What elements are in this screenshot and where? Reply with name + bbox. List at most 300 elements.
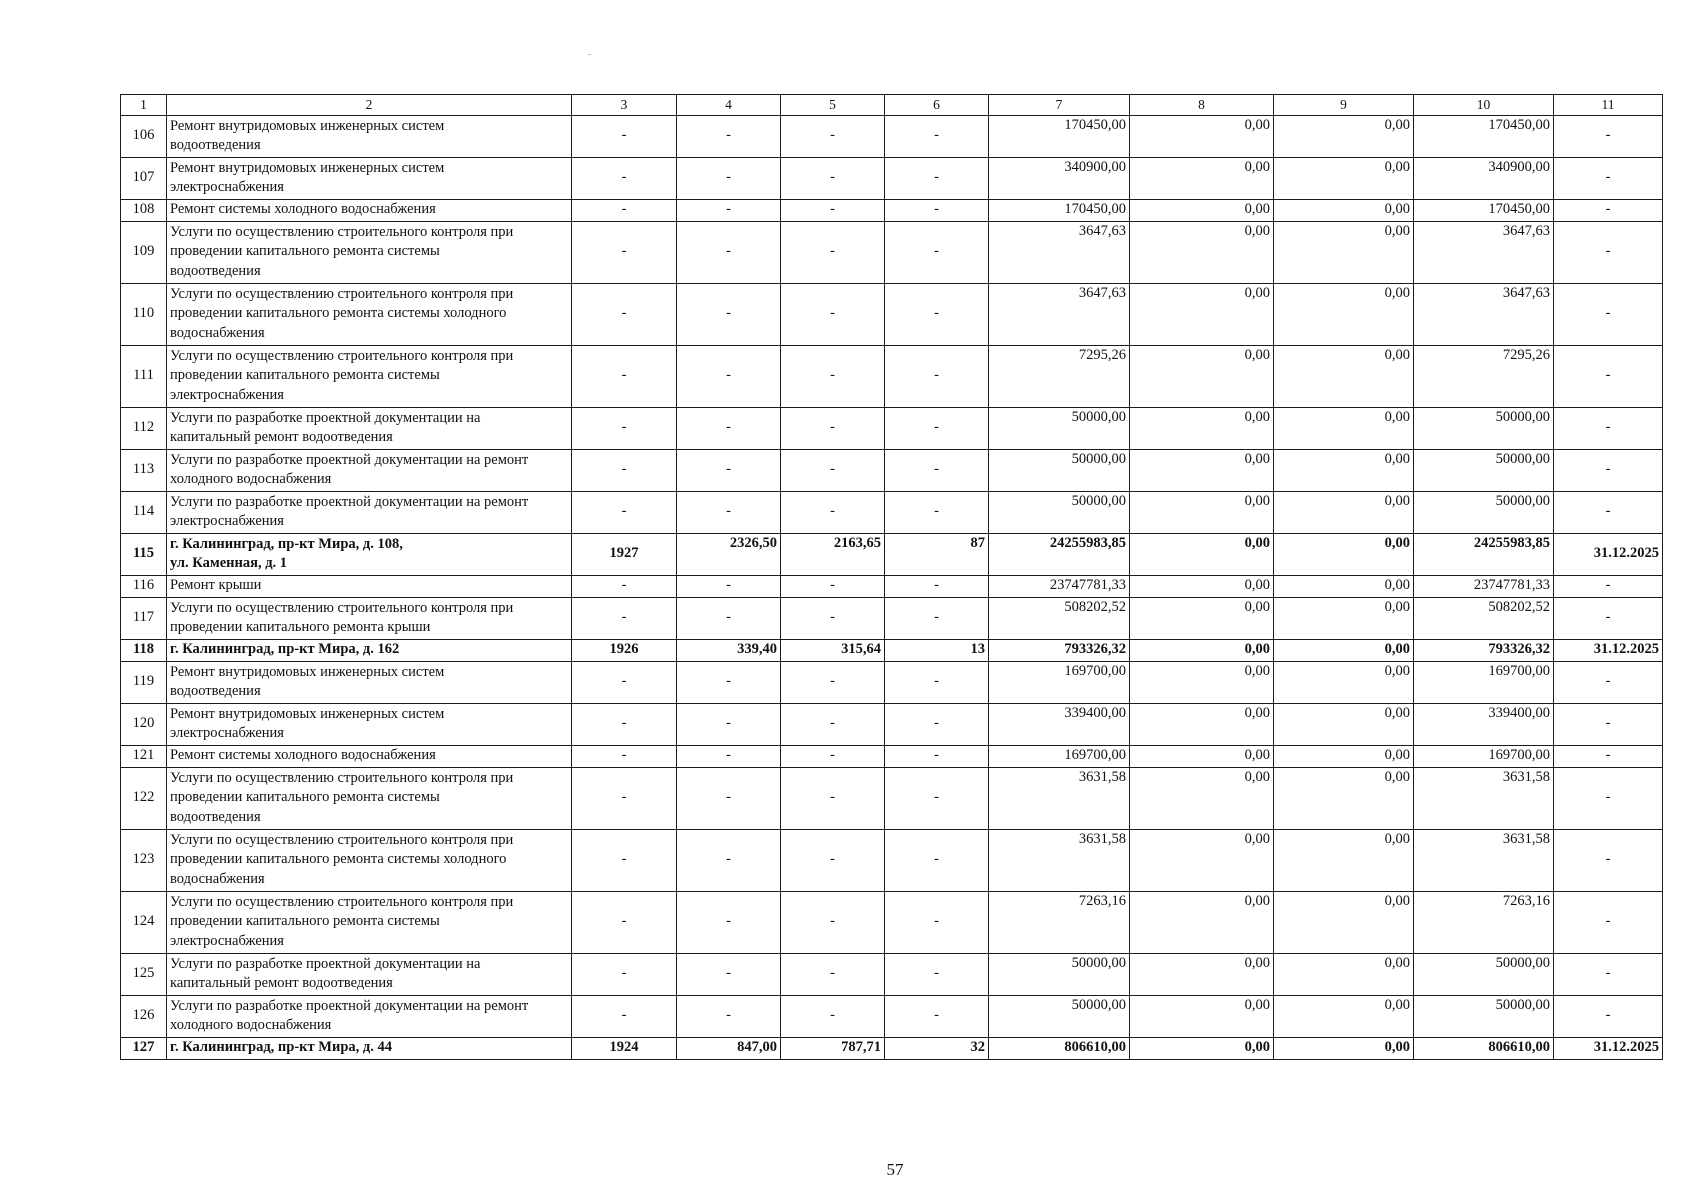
year-built: - [572,221,677,283]
total-area: - [677,995,781,1037]
total-area: - [677,767,781,829]
living-area: - [781,199,885,221]
completion-date: 31.12.2025 [1554,639,1663,661]
living-area: - [781,491,885,533]
description-line: Ремонт внутридомовых инженерных систем [170,117,445,134]
cost-col-10: 50000,00 [1414,953,1554,995]
cost-total: 3647,63 [989,221,1130,283]
row-number: 126 [121,995,167,1037]
total-area: - [677,661,781,703]
work-description [167,891,572,953]
residents-count: 13 [885,639,989,661]
year-built: - [572,995,677,1037]
residents-count: - [885,953,989,995]
completion-date: - [1554,575,1663,597]
cost-col-10: 23747781,33 [1414,575,1554,597]
row-number: 113 [121,449,167,491]
row-number: 119 [121,661,167,703]
cost-total: 50000,00 [989,953,1130,995]
cost-total: 3647,63 [989,283,1130,345]
cost-col-9: 0,00 [1274,157,1414,199]
description-line: Услуги по разработке проектной документации на [170,409,481,426]
work-description [167,221,572,283]
year-built: - [572,703,677,745]
year-built: - [572,407,677,449]
work-description [167,449,572,491]
table-row [121,199,1663,221]
description-line: Услуги по осуществлению строительного контроля при [170,347,514,364]
cost-col-10: 3647,63 [1414,221,1554,283]
living-area: - [781,767,885,829]
cost-col-10: 7295,26 [1414,345,1554,407]
living-area: 315,64 [781,639,885,661]
table-row [121,661,1663,703]
cost-col-9: 0,00 [1274,1037,1414,1059]
living-area: - [781,115,885,157]
description-line: водоотведения [170,137,261,153]
living-area: - [781,745,885,767]
completion-date: - [1554,115,1663,157]
table-row [121,407,1663,449]
description-line: Услуги по разработке проектной документации на ремонт [170,997,529,1014]
description-line: проведении капитального ремонта крыши [170,619,431,635]
cost-col-10: 3631,58 [1414,767,1554,829]
year-built: - [572,891,677,953]
work-description [167,115,572,157]
cost-col-8: 0,00 [1130,449,1274,491]
completion-date: - [1554,995,1663,1037]
description-line: проведении капитального ремонта системы [170,789,440,806]
cost-col-8: 0,00 [1130,199,1274,221]
col-header-2: 2 [167,95,572,116]
description-line: г. Калининград, пр-кт Мира, д. 108, [170,535,403,552]
total-area: - [677,745,781,767]
row-number: 123 [121,829,167,891]
year-built: 1927 [572,533,677,575]
work-description [167,533,572,575]
row-number: 115 [121,533,167,575]
cost-col-8: 0,00 [1130,767,1274,829]
column-number-row [121,95,1663,116]
total-area: - [677,157,781,199]
cost-total: 340900,00 [989,157,1130,199]
row-number: 124 [121,891,167,953]
description-line: электроснабжения [170,179,284,195]
cost-col-8: 0,00 [1130,1037,1274,1059]
total-area: - [677,891,781,953]
description-line: Услуги по разработке проектной документации на [170,955,481,972]
cost-col-8: 0,00 [1130,221,1274,283]
row-number: 117 [121,597,167,639]
work-description [167,639,572,661]
work-description [167,995,572,1037]
total-area: - [677,575,781,597]
description-line: электроснабжения [170,932,284,949]
residents-count: - [885,115,989,157]
description-line: водоотведения [170,262,261,279]
description-line: холодного водоснабжения [170,1017,332,1033]
description-line: Услуги по осуществлению строительного контроля при [170,285,514,302]
table-row [121,491,1663,533]
cost-total: 793326,32 [989,639,1130,661]
capital-repair-register-table [120,94,1663,1060]
cost-col-9: 0,00 [1274,407,1414,449]
total-area: - [677,345,781,407]
table-row [121,767,1663,829]
completion-date: - [1554,891,1663,953]
table-row [121,157,1663,199]
total-area: - [677,199,781,221]
living-area: - [781,953,885,995]
col-header-6: 6 [885,95,989,116]
completion-date: - [1554,829,1663,891]
description-line: г. Калининград, пр-кт Мира, д. 162 [170,641,400,658]
description-line: Ремонт крыши [170,577,262,594]
completion-date: 31.12.2025 [1554,1037,1663,1059]
year-built: - [572,953,677,995]
cost-total: 3631,58 [989,767,1130,829]
year-built: - [572,115,677,157]
completion-date: - [1554,953,1663,995]
cost-col-8: 0,00 [1130,953,1274,995]
total-area: 2326,50 [677,533,781,575]
row-number: 122 [121,767,167,829]
cost-col-8: 0,00 [1130,345,1274,407]
year-built: - [572,491,677,533]
residents-count: - [885,745,989,767]
table-row [121,1037,1663,1059]
description-line: Услуги по разработке проектной документации на ремонт [170,451,529,468]
work-description [167,345,572,407]
description-line: Услуги по осуществлению строительного контроля при [170,831,514,848]
description-line: Ремонт системы холодного водоснабжения [170,201,436,218]
description-line: водоотведения [170,683,261,699]
table-row [121,639,1663,661]
cost-total: 7295,26 [989,345,1130,407]
cost-col-10: 7263,16 [1414,891,1554,953]
cost-total: 50000,00 [989,995,1130,1037]
cost-total: 170450,00 [989,199,1130,221]
cost-col-10: 339400,00 [1414,703,1554,745]
year-built: - [572,661,677,703]
residents-count: - [885,597,989,639]
row-number: 109 [121,221,167,283]
cost-total: 50000,00 [989,449,1130,491]
work-description [167,157,572,199]
residents-count: - [885,221,989,283]
year-built: - [572,283,677,345]
work-description [167,745,572,767]
description-line: проведении капитального ремонта системы [170,913,440,930]
cost-col-9: 0,00 [1274,345,1414,407]
cost-total: 24255983,85 [989,533,1130,575]
cost-col-8: 0,00 [1130,533,1274,575]
col-header-1: 1 [121,95,167,116]
cost-col-8: 0,00 [1130,745,1274,767]
cost-col-10: 806610,00 [1414,1037,1554,1059]
description-line: холодного водоснабжения [170,471,332,487]
residents-count: - [885,345,989,407]
year-built: - [572,597,677,639]
table-row [121,703,1663,745]
year-built: 1926 [572,639,677,661]
residents-count: 87 [885,533,989,575]
description-line: Услуги по осуществлению строительного контроля при [170,893,514,910]
description-line: Услуги по осуществлению строительного контроля при [170,769,514,786]
cost-col-9: 0,00 [1274,639,1414,661]
cost-col-9: 0,00 [1274,953,1414,995]
year-built: - [572,575,677,597]
residents-count: - [885,283,989,345]
table-row [121,953,1663,995]
cost-col-10: 340900,00 [1414,157,1554,199]
col-header-11: 11 [1554,95,1663,116]
work-description [167,703,572,745]
description-line: проведении капитального ремонта системы холодного [170,851,507,868]
table-row [121,345,1663,407]
total-area: 339,40 [677,639,781,661]
cost-total: 339400,00 [989,703,1130,745]
cost-col-8: 0,00 [1130,115,1274,157]
page-number: 57 [886,1160,904,1179]
living-area: 787,71 [781,1037,885,1059]
completion-date: - [1554,407,1663,449]
cost-col-10: 170450,00 [1414,115,1554,157]
description-line: электроснабжения [170,513,284,529]
description-line: проведении капитального ремонта системы холодного [170,305,507,322]
cost-col-10: 508202,52 [1414,597,1554,639]
cost-total: 23747781,33 [989,575,1130,597]
total-area: - [677,407,781,449]
col-header-9: 9 [1274,95,1414,116]
residents-count: - [885,449,989,491]
residents-count: - [885,661,989,703]
cost-col-8: 0,00 [1130,639,1274,661]
description-line: водоотведения [170,808,261,825]
living-area: - [781,891,885,953]
residents-count: - [885,703,989,745]
table-row [121,115,1663,157]
table-row [121,283,1663,345]
cost-col-10: 50000,00 [1414,449,1554,491]
cost-total: 50000,00 [989,491,1130,533]
cost-total: 170450,00 [989,115,1130,157]
total-area: - [677,953,781,995]
residents-count: - [885,157,989,199]
living-area: - [781,283,885,345]
cost-col-10: 170450,00 [1414,199,1554,221]
cost-col-8: 0,00 [1130,491,1274,533]
cost-col-8: 0,00 [1130,157,1274,199]
cost-col-10: 50000,00 [1414,995,1554,1037]
completion-date: - [1554,157,1663,199]
cost-col-8: 0,00 [1130,283,1274,345]
cost-col-8: 0,00 [1130,995,1274,1037]
living-area: - [781,221,885,283]
work-description [167,597,572,639]
cost-col-8: 0,00 [1130,891,1274,953]
col-header-8: 8 [1130,95,1274,116]
description-line: Ремонт внутридомовых инженерных систем [170,705,445,722]
cost-col-8: 0,00 [1130,703,1274,745]
description-line: капитальный ремонт водоотведения [170,429,393,445]
description-line: проведении капитального ремонта системы [170,367,440,384]
completion-date: - [1554,703,1663,745]
cost-total: 7263,16 [989,891,1130,953]
cost-col-9: 0,00 [1274,745,1414,767]
row-number: 112 [121,407,167,449]
total-area: - [677,597,781,639]
residents-count: - [885,407,989,449]
year-built: - [572,157,677,199]
description-line: Услуги по осуществлению строительного контроля при [170,599,514,616]
work-description [167,1037,572,1059]
work-description [167,491,572,533]
year-built: - [572,829,677,891]
table-row [121,533,1663,575]
cost-col-9: 0,00 [1274,533,1414,575]
cost-col-10: 793326,32 [1414,639,1554,661]
total-area: - [677,115,781,157]
work-description [167,407,572,449]
cost-col-10: 24255983,85 [1414,533,1554,575]
table-row [121,891,1663,953]
scan-artifact [588,54,591,55]
completion-date: - [1554,767,1663,829]
table-row [121,995,1663,1037]
cost-total: 806610,00 [989,1037,1130,1059]
cost-col-10: 169700,00 [1414,661,1554,703]
row-number: 120 [121,703,167,745]
cost-col-9: 0,00 [1274,221,1414,283]
living-area: - [781,703,885,745]
cost-col-9: 0,00 [1274,449,1414,491]
description-line: электроснабжения [170,725,284,741]
cost-total: 169700,00 [989,745,1130,767]
description-line: Услуги по разработке проектной документации на ремонт [170,493,529,510]
cost-col-10: 3647,63 [1414,283,1554,345]
cost-total: 169700,00 [989,661,1130,703]
table-row [121,597,1663,639]
row-number: 111 [121,345,167,407]
table-row [121,221,1663,283]
total-area: - [677,283,781,345]
row-number: 121 [121,745,167,767]
residents-count: - [885,575,989,597]
completion-date: 31.12.2025 [1554,533,1663,575]
living-area: - [781,995,885,1037]
completion-date: - [1554,345,1663,407]
work-description [167,199,572,221]
description-line: водоснабжения [170,870,265,887]
cost-col-8: 0,00 [1130,407,1274,449]
cost-col-9: 0,00 [1274,703,1414,745]
description-line: проведении капитального ремонта системы [170,243,440,260]
completion-date: - [1554,597,1663,639]
total-area: 847,00 [677,1037,781,1059]
residents-count: - [885,491,989,533]
col-header-5: 5 [781,95,885,116]
row-number: 108 [121,199,167,221]
completion-date: - [1554,745,1663,767]
description-line: Ремонт системы холодного водоснабжения [170,747,436,764]
total-area: - [677,491,781,533]
col-header-3: 3 [572,95,677,116]
year-built: - [572,767,677,829]
col-header-7: 7 [989,95,1130,116]
row-number: 106 [121,115,167,157]
cost-col-8: 0,00 [1130,575,1274,597]
cost-col-9: 0,00 [1274,491,1414,533]
cost-col-9: 0,00 [1274,199,1414,221]
living-area: - [781,575,885,597]
year-built: - [572,199,677,221]
living-area: - [781,661,885,703]
col-header-4: 4 [677,95,781,116]
cost-col-8: 0,00 [1130,661,1274,703]
row-number: 127 [121,1037,167,1059]
year-built: - [572,345,677,407]
row-number: 110 [121,283,167,345]
cost-col-9: 0,00 [1274,115,1414,157]
total-area: - [677,449,781,491]
residents-count: 32 [885,1037,989,1059]
table-row [121,575,1663,597]
completion-date: - [1554,491,1663,533]
cost-col-9: 0,00 [1274,661,1414,703]
cost-col-9: 0,00 [1274,995,1414,1037]
living-area: 2163,65 [781,533,885,575]
residents-count: - [885,199,989,221]
residents-count: - [885,767,989,829]
cost-col-8: 0,00 [1130,829,1274,891]
completion-date: - [1554,221,1663,283]
year-built: 1924 [572,1037,677,1059]
completion-date: - [1554,661,1663,703]
work-description [167,953,572,995]
residents-count: - [885,995,989,1037]
description-line: г. Калининград, пр-кт Мира, д. 44 [170,1039,392,1056]
cost-total: 50000,00 [989,407,1130,449]
living-area: - [781,829,885,891]
residents-count: - [885,829,989,891]
year-built: - [572,745,677,767]
description-line: Услуги по осуществлению строительного контроля при [170,223,514,240]
work-description [167,575,572,597]
cost-total: 508202,52 [989,597,1130,639]
completion-date: - [1554,199,1663,221]
cost-col-9: 0,00 [1274,575,1414,597]
living-area: - [781,345,885,407]
living-area: - [781,157,885,199]
description-line: Ремонт внутридомовых инженерных систем [170,159,445,176]
col-header-10: 10 [1414,95,1554,116]
cost-col-9: 0,00 [1274,829,1414,891]
description-line: электроснабжения [170,386,284,403]
cost-col-9: 0,00 [1274,283,1414,345]
description-line: капитальный ремонт водоотведения [170,975,393,991]
row-number: 107 [121,157,167,199]
row-number: 118 [121,639,167,661]
description-line: ул. Каменная, д. 1 [170,555,288,571]
cost-col-9: 0,00 [1274,767,1414,829]
total-area: - [677,829,781,891]
cost-col-8: 0,00 [1130,597,1274,639]
completion-date: - [1554,449,1663,491]
completion-date: - [1554,283,1663,345]
work-description [167,283,572,345]
cost-col-9: 0,00 [1274,891,1414,953]
